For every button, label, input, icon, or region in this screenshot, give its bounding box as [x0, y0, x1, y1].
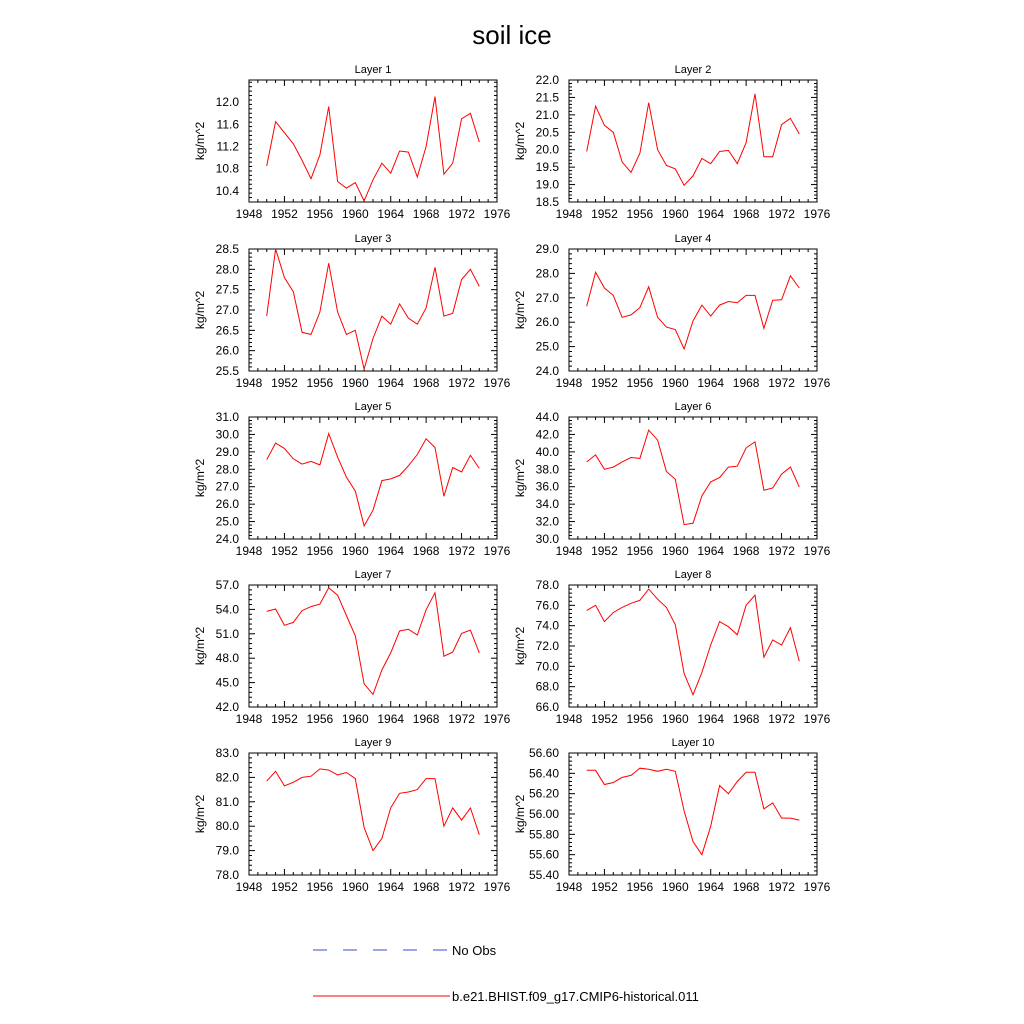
x-tick-label: 1952 [591, 207, 618, 221]
series-line [267, 769, 480, 851]
x-tick-label: 1964 [377, 880, 405, 894]
x-tick-label: 1956 [306, 376, 334, 390]
x-tick-label: 1968 [732, 712, 760, 726]
x-tick-label: 1948 [555, 376, 583, 390]
x-tick-label: 1956 [306, 544, 334, 558]
panel-title: Layer 9 [354, 737, 392, 749]
y-tick-label: 26.0 [535, 315, 559, 330]
y-tick-label: 20.0 [535, 142, 559, 157]
plot-frame [249, 753, 497, 875]
series-line [587, 768, 800, 855]
y-tick-label: 22.0 [535, 73, 559, 87]
panel-9 [193, 737, 511, 894]
series-line [267, 434, 480, 526]
y-tick-label: 78.0 [535, 578, 559, 592]
x-tick-label: 1972 [768, 207, 795, 221]
x-tick-label: 1968 [412, 712, 440, 726]
plot-frame [569, 753, 817, 875]
panel-5 [193, 401, 511, 558]
y-tick-label: 19.0 [535, 177, 559, 192]
y-axis-label: kg/m^2 [513, 121, 527, 161]
plot-frame [569, 80, 817, 202]
x-tick-label: 1948 [555, 207, 583, 221]
y-tick-label: 10.8 [215, 161, 239, 176]
panel-6 [513, 401, 831, 558]
y-axis-label: kg/m^2 [513, 290, 527, 330]
y-axis-label: kg/m^2 [193, 626, 207, 666]
x-tick-label: 1964 [697, 880, 725, 894]
x-tick-label: 1968 [732, 207, 760, 221]
y-tick-label: 27.0 [535, 290, 559, 305]
x-tick-label: 1948 [555, 712, 583, 726]
y-axis-label: kg/m^2 [193, 794, 207, 834]
x-tick-label: 1952 [591, 376, 618, 390]
x-tick-label: 1968 [412, 376, 440, 390]
y-axis-label: kg/m^2 [513, 626, 527, 666]
y-tick-label: 28.0 [215, 462, 239, 477]
panel-title: Layer 5 [354, 401, 392, 413]
x-tick-label: 1952 [591, 880, 618, 894]
series-line [587, 272, 800, 349]
plot-frame [569, 249, 817, 371]
x-tick-label: 1972 [768, 880, 795, 894]
x-tick-label: 1968 [412, 880, 440, 894]
x-tick-label: 1948 [235, 880, 263, 894]
plot-frame [569, 417, 817, 539]
series-line [267, 249, 480, 369]
y-tick-label: 28.0 [215, 262, 239, 277]
x-tick-label: 1964 [377, 712, 405, 726]
y-tick-label: 28.0 [535, 266, 559, 281]
y-tick-label: 12.0 [215, 95, 239, 110]
plot-frame [249, 249, 497, 371]
panel-title: Layer 6 [674, 401, 712, 413]
y-tick-label: 26.5 [215, 323, 239, 338]
y-tick-label: 30.0 [535, 532, 559, 546]
y-axis-label: kg/m^2 [513, 794, 527, 834]
x-tick-label: 1952 [591, 544, 618, 558]
panels [193, 64, 831, 894]
series-line [267, 97, 480, 201]
x-tick-label: 1976 [803, 880, 831, 894]
x-tick-label: 1952 [271, 712, 298, 726]
x-tick-label: 1964 [697, 376, 725, 390]
y-tick-label: 48.0 [215, 651, 239, 666]
x-tick-label: 1960 [341, 544, 369, 558]
figure-title: soil ice [472, 20, 552, 50]
y-tick-label: 56.60 [528, 746, 559, 760]
y-tick-label: 66.0 [535, 700, 559, 714]
y-tick-label: 38.0 [535, 462, 559, 477]
x-tick-label: 1976 [803, 207, 831, 221]
panel-3 [193, 233, 511, 390]
x-tick-label: 1956 [626, 712, 654, 726]
y-tick-label: 81.0 [215, 794, 239, 809]
x-tick-label: 1964 [377, 207, 405, 221]
panel-title: Layer 7 [354, 569, 392, 581]
panel-1 [193, 64, 511, 221]
x-tick-label: 1960 [661, 880, 689, 894]
x-tick-label: 1976 [803, 712, 831, 726]
y-tick-label: 56.20 [528, 786, 559, 801]
legend-label-model: b.e21.BHIST.f09_g17.CMIP6-historical.011 [452, 989, 699, 1004]
y-tick-label: 25.0 [215, 514, 239, 529]
x-tick-label: 1976 [483, 376, 511, 390]
y-tick-label: 68.0 [535, 679, 559, 694]
y-axis-label: kg/m^2 [513, 458, 527, 498]
panel-7 [193, 569, 511, 726]
x-tick-label: 1960 [661, 207, 689, 221]
x-tick-label: 1948 [235, 376, 263, 390]
y-tick-label: 42.0 [535, 427, 559, 442]
x-tick-label: 1948 [235, 207, 263, 221]
x-tick-label: 1964 [377, 376, 405, 390]
y-tick-label: 54.0 [215, 602, 239, 617]
y-tick-label: 27.5 [215, 282, 239, 297]
x-tick-label: 1964 [697, 712, 725, 726]
y-tick-label: 34.0 [535, 497, 559, 512]
x-tick-label: 1960 [341, 712, 369, 726]
y-tick-label: 36.0 [535, 479, 559, 494]
x-tick-label: 1972 [768, 376, 795, 390]
panel-2 [513, 64, 831, 221]
y-tick-label: 11.2 [216, 139, 239, 154]
y-tick-label: 27.0 [215, 303, 239, 317]
x-tick-label: 1968 [732, 544, 760, 558]
x-tick-label: 1976 [483, 544, 511, 558]
x-tick-label: 1956 [626, 207, 654, 221]
x-tick-label: 1956 [306, 880, 334, 894]
x-tick-label: 1948 [555, 880, 583, 894]
y-tick-label: 24.0 [215, 532, 239, 546]
y-tick-label: 29.0 [215, 444, 239, 459]
y-tick-label: 55.40 [528, 868, 559, 882]
x-tick-label: 1968 [732, 880, 760, 894]
x-tick-label: 1972 [448, 880, 475, 894]
y-tick-label: 29.0 [535, 242, 559, 256]
y-tick-label: 55.80 [528, 827, 559, 842]
panel-4 [513, 233, 831, 390]
plot-frame [249, 417, 497, 539]
y-axis-label: kg/m^2 [193, 458, 207, 498]
series-line [587, 589, 800, 695]
y-tick-label: 11.6 [216, 117, 239, 132]
x-tick-label: 1948 [235, 544, 263, 558]
x-tick-label: 1952 [271, 376, 298, 390]
x-tick-label: 1972 [448, 376, 475, 390]
x-tick-label: 1948 [555, 544, 583, 558]
x-tick-label: 1956 [306, 712, 334, 726]
y-tick-label: 83.0 [215, 746, 239, 760]
y-tick-label: 19.5 [535, 160, 559, 175]
x-tick-label: 1956 [626, 376, 654, 390]
y-tick-label: 44.0 [535, 410, 559, 424]
x-tick-label: 1960 [341, 376, 369, 390]
plot-frame [249, 80, 497, 202]
plot-frame [569, 585, 817, 707]
x-tick-label: 1960 [341, 880, 369, 894]
y-axis-label: kg/m^2 [193, 290, 207, 330]
y-tick-label: 24.0 [535, 364, 559, 378]
x-tick-label: 1968 [412, 544, 440, 558]
y-tick-label: 28.5 [215, 242, 239, 256]
y-tick-label: 82.0 [215, 770, 239, 785]
x-tick-label: 1960 [661, 712, 689, 726]
panel-title: Layer 3 [354, 233, 392, 245]
x-tick-label: 1960 [341, 207, 369, 221]
x-tick-label: 1976 [483, 880, 511, 894]
series-line [587, 430, 800, 524]
x-tick-label: 1964 [377, 544, 405, 558]
x-tick-label: 1960 [661, 376, 689, 390]
y-tick-label: 42.0 [215, 700, 239, 714]
x-tick-label: 1956 [306, 207, 334, 221]
x-tick-label: 1952 [271, 544, 298, 558]
y-tick-label: 27.0 [215, 479, 239, 494]
y-tick-label: 51.0 [215, 626, 239, 641]
y-tick-label: 70.0 [535, 659, 559, 674]
x-tick-label: 1976 [803, 544, 831, 558]
y-tick-label: 18.5 [535, 195, 559, 209]
panel-title: Layer 10 [671, 737, 715, 749]
y-tick-label: 40.0 [535, 444, 559, 459]
x-tick-label: 1972 [768, 712, 795, 726]
panel-8 [513, 569, 831, 726]
y-tick-label: 56.40 [528, 766, 559, 781]
y-tick-label: 72.0 [535, 639, 559, 653]
panel-title: Layer 8 [674, 569, 712, 581]
x-tick-label: 1976 [803, 376, 831, 390]
series-line [587, 94, 800, 185]
x-tick-label: 1956 [626, 544, 654, 558]
y-tick-label: 80.0 [215, 819, 239, 834]
panel-title: Layer 4 [674, 233, 712, 245]
y-tick-label: 45.0 [215, 675, 239, 690]
x-tick-label: 1952 [271, 880, 298, 894]
y-tick-label: 57.0 [215, 578, 239, 592]
plot-frame [249, 585, 497, 707]
y-tick-label: 25.5 [215, 364, 239, 378]
y-tick-label: 32.0 [535, 514, 559, 529]
x-tick-label: 1972 [448, 712, 475, 726]
y-tick-label: 21.5 [535, 90, 559, 105]
x-tick-label: 1964 [697, 544, 725, 558]
y-tick-label: 30.0 [215, 427, 239, 442]
y-tick-label: 56.00 [528, 807, 559, 821]
legend-label-no-obs: No Obs [452, 943, 497, 958]
legend [313, 943, 699, 1004]
x-tick-label: 1968 [412, 207, 440, 221]
x-tick-label: 1948 [235, 712, 263, 726]
panel-10 [513, 737, 831, 894]
x-tick-label: 1972 [768, 544, 795, 558]
panel-title: Layer 2 [674, 64, 712, 76]
y-tick-label: 21.0 [535, 107, 559, 122]
x-tick-label: 1956 [626, 880, 654, 894]
y-tick-label: 76.0 [535, 598, 559, 613]
x-tick-label: 1972 [448, 207, 475, 221]
y-tick-label: 10.4 [215, 183, 239, 198]
y-tick-label: 74.0 [535, 618, 559, 633]
x-tick-label: 1960 [661, 544, 689, 558]
y-axis-label: kg/m^2 [193, 121, 207, 161]
y-tick-label: 78.0 [215, 868, 239, 882]
y-tick-label: 55.60 [528, 847, 559, 862]
panel-title: Layer 1 [354, 64, 392, 76]
x-tick-label: 1964 [697, 207, 725, 221]
y-tick-label: 26.0 [215, 497, 239, 512]
x-tick-label: 1976 [483, 712, 511, 726]
x-tick-label: 1952 [591, 712, 618, 726]
y-tick-label: 25.0 [535, 339, 559, 354]
x-tick-label: 1976 [483, 207, 511, 221]
y-tick-label: 31.0 [215, 410, 239, 424]
y-tick-label: 79.0 [215, 843, 239, 858]
y-tick-label: 26.0 [215, 343, 239, 358]
x-tick-label: 1952 [271, 207, 298, 221]
x-tick-label: 1972 [448, 544, 475, 558]
y-tick-label: 20.5 [535, 125, 559, 140]
series-line [267, 588, 480, 695]
x-tick-label: 1968 [732, 376, 760, 390]
